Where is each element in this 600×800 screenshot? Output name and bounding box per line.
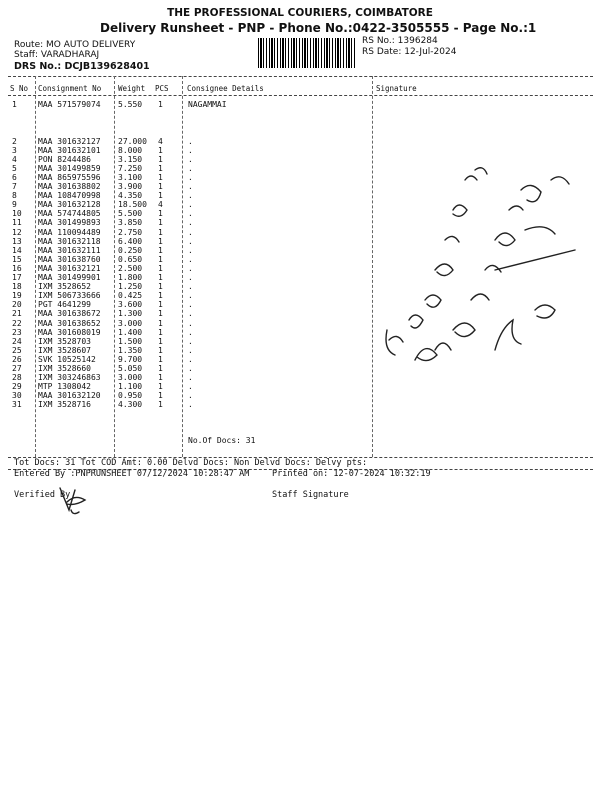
row-weight: 8.000 bbox=[118, 145, 143, 155]
row-weight: 3.900 bbox=[118, 182, 143, 191]
row-sno: 6 bbox=[12, 172, 17, 182]
row-consignment: IXM 506733666 bbox=[38, 291, 101, 301]
row-consignee: . bbox=[188, 373, 193, 383]
row-pcs: 1 bbox=[158, 354, 163, 364]
row-sno: 25 bbox=[12, 345, 22, 355]
row-consignment: MAA 301638672 bbox=[38, 309, 101, 319]
row-pcs: 1 bbox=[158, 300, 163, 310]
row-pcs: 1 bbox=[158, 227, 163, 237]
row-pcs: 1 bbox=[158, 400, 163, 410]
row-pcs: 1 bbox=[158, 391, 163, 401]
row-consignee: . bbox=[188, 282, 193, 292]
row-pcs: 1 bbox=[158, 172, 163, 182]
row-consignment: MAA 865975596 bbox=[38, 172, 101, 182]
row-consignment: MAA 301499901 bbox=[38, 273, 101, 282]
row-pcs: 1 bbox=[158, 382, 163, 392]
table-top-rule bbox=[8, 76, 593, 77]
row-consignee: . bbox=[188, 191, 193, 201]
row-consignee: . bbox=[188, 400, 193, 410]
row-sno: 23 bbox=[12, 327, 22, 337]
row-pcs: 1 bbox=[158, 336, 163, 346]
row-consignee: . bbox=[188, 300, 193, 310]
staff-signature-label: Staff Signature bbox=[272, 490, 349, 500]
row-1-pcs: 1 bbox=[158, 100, 163, 109]
col-divider bbox=[372, 76, 373, 457]
row-sno: 20 bbox=[12, 300, 22, 310]
row-weight: 4.350 bbox=[118, 191, 143, 201]
row-weight: 2.500 bbox=[118, 263, 143, 273]
row-sno: 27 bbox=[12, 364, 22, 373]
row-consignment: MAA 301632111 bbox=[38, 245, 101, 255]
row-1-consignee: NAGAMMAI bbox=[188, 100, 227, 109]
row-1-sno: 1 bbox=[12, 100, 17, 109]
row-pcs: 4 bbox=[158, 200, 163, 210]
row-consignee: . bbox=[188, 382, 193, 392]
row-sno: 19 bbox=[12, 291, 22, 301]
row-consignment: MAA 108470998 bbox=[38, 191, 101, 201]
row-sno: 4 bbox=[12, 154, 17, 164]
row-sno: 24 bbox=[12, 336, 22, 346]
drs-number: DRS No.: DCJB139628401 bbox=[14, 61, 150, 72]
row-consignment: IXM 3528703 bbox=[38, 336, 91, 346]
row-weight: 1.300 bbox=[118, 309, 143, 319]
row-consignee: . bbox=[188, 182, 193, 191]
row-pcs: 1 bbox=[158, 191, 163, 201]
row-sno: 3 bbox=[12, 145, 17, 155]
row-consignment: MAA 301632127 bbox=[38, 136, 101, 146]
header-sno: S No bbox=[10, 84, 29, 93]
row-weight: 1.800 bbox=[118, 273, 143, 282]
row-weight: 3.600 bbox=[118, 300, 143, 310]
route-label: Route: MO AUTO DELIVERY bbox=[14, 40, 136, 50]
row-weight: 1.500 bbox=[118, 336, 143, 346]
row-weight: 0.425 bbox=[118, 291, 143, 301]
row-consignment: PGT 4641299 bbox=[38, 300, 91, 310]
row-consignment: IXM 3528652 bbox=[38, 282, 91, 292]
row-consignment: PON 8244486 bbox=[38, 154, 91, 164]
row-sno: 12 bbox=[12, 227, 22, 237]
row-consignment: IXM 3528660 bbox=[38, 364, 91, 373]
row-sno: 30 bbox=[12, 391, 22, 401]
row-consignment: IXM 3528716 bbox=[38, 400, 91, 410]
row-sno: 9 bbox=[12, 200, 17, 210]
row-consignee: . bbox=[188, 263, 193, 273]
row-consignee: . bbox=[188, 236, 193, 246]
row-consignee: . bbox=[188, 154, 193, 164]
rs-date: RS Date: 12-Jul-2024 bbox=[362, 47, 457, 57]
row-consignment: MAA 301499859 bbox=[38, 163, 101, 173]
row-sno: 21 bbox=[12, 309, 22, 319]
row-consignee: . bbox=[188, 218, 193, 228]
row-consignment: MAA 301638760 bbox=[38, 254, 101, 264]
row-consignment: MAA 301499893 bbox=[38, 218, 101, 228]
row-sno: 15 bbox=[12, 254, 22, 264]
header-signature: Signature bbox=[376, 84, 417, 93]
row-consignee: . bbox=[188, 200, 193, 210]
row-consignment: MAA 301638652 bbox=[38, 318, 101, 328]
row-sno: 10 bbox=[12, 209, 22, 219]
company-title: THE PROFESSIONAL COURIERS, COIMBATORE bbox=[167, 7, 433, 19]
row-consignee: . bbox=[188, 209, 193, 219]
row-weight: 3.100 bbox=[118, 172, 143, 182]
row-pcs: 1 bbox=[158, 282, 163, 292]
row-weight: 7.250 bbox=[118, 163, 143, 173]
row-pcs: 1 bbox=[158, 263, 163, 273]
row-consignee: . bbox=[188, 136, 193, 146]
row-weight: 1.400 bbox=[118, 327, 143, 337]
no-of-docs: No.Of Docs: 31 bbox=[188, 436, 256, 445]
row-weight: 1.100 bbox=[118, 382, 143, 392]
staff-label: Staff: VARADHARAJ bbox=[14, 50, 100, 60]
row-consignee: . bbox=[188, 309, 193, 319]
row-consignee: . bbox=[188, 336, 193, 346]
row-sno: 17 bbox=[12, 273, 22, 282]
row-sno: 14 bbox=[12, 245, 22, 255]
rs-number: RS No.: 1396284 bbox=[362, 36, 438, 46]
row-sno: 16 bbox=[12, 263, 22, 273]
row-weight: 3.000 bbox=[118, 373, 143, 383]
entered-by: Entered By :PNPRUNSHEET 07/12/2024 10:28:47 AM bbox=[14, 469, 250, 479]
row-pcs: 1 bbox=[158, 145, 163, 155]
row-sno: 11 bbox=[12, 218, 22, 228]
row-sno: 13 bbox=[12, 236, 22, 246]
totals-line: Tot Docs: 31 Tot COD Amt: 0.00 Delvd Docs: Non Delvd Docs: Delvy pts: bbox=[14, 458, 368, 468]
printed-on: Printed on: 12-07-2024 10:32:19 bbox=[272, 469, 431, 479]
row-weight: 6.400 bbox=[118, 236, 143, 246]
row-weight: 0.650 bbox=[118, 254, 143, 264]
row-pcs: 1 bbox=[158, 218, 163, 228]
row-weight: 0.250 bbox=[118, 245, 143, 255]
row-consignee: . bbox=[188, 354, 193, 364]
row-sno: 8 bbox=[12, 191, 17, 201]
row-weight: 1.250 bbox=[118, 282, 143, 292]
row-weight: 3.150 bbox=[118, 154, 143, 164]
runsheet-subtitle: Delivery Runsheet - PNP - Phone No.:0422-3505555 - Page No.:1 bbox=[100, 21, 537, 35]
row-weight: 1.350 bbox=[118, 345, 143, 355]
row-pcs: 1 bbox=[158, 327, 163, 337]
row-consignee: . bbox=[188, 273, 193, 282]
row-consignee: . bbox=[188, 245, 193, 255]
row-consignee: . bbox=[188, 364, 193, 373]
row-weight: 9.700 bbox=[118, 354, 143, 364]
row-1-consignment: MAA 571579074 bbox=[38, 100, 101, 109]
row-pcs: 1 bbox=[158, 309, 163, 319]
col-divider bbox=[114, 76, 115, 457]
barcode-icon bbox=[258, 38, 355, 68]
row-pcs: 1 bbox=[158, 345, 163, 355]
row-consignment: MAA 574744805 bbox=[38, 209, 101, 219]
header-consignment: Consignment No bbox=[38, 84, 102, 93]
row-pcs: 1 bbox=[158, 209, 163, 219]
row-weight: 27.000 bbox=[118, 136, 147, 146]
row-pcs: 1 bbox=[158, 364, 163, 373]
row-pcs: 1 bbox=[158, 273, 163, 282]
row-weight: 2.750 bbox=[118, 227, 143, 237]
row-consignment: MAA 110094489 bbox=[38, 227, 101, 237]
row-pcs: 1 bbox=[158, 318, 163, 328]
row-consignment: MAA 301632121 bbox=[38, 263, 101, 273]
row-sno: 2 bbox=[12, 136, 17, 146]
row-consignment: MAA 301608019 bbox=[38, 327, 101, 337]
row-sno: 29 bbox=[12, 382, 22, 392]
row-pcs: 1 bbox=[158, 236, 163, 246]
row-sno: 26 bbox=[12, 354, 22, 364]
row-consignee: . bbox=[188, 318, 193, 328]
row-1-weight: 5.550 bbox=[118, 100, 143, 109]
row-consignment: MTP 1308042 bbox=[38, 382, 91, 392]
col-divider bbox=[35, 76, 36, 457]
row-sno: 7 bbox=[12, 182, 17, 191]
header-pcs: PCS bbox=[155, 84, 169, 93]
verified-by-label: Verified By bbox=[14, 490, 71, 500]
header-weight: Weight bbox=[118, 84, 146, 93]
consignee-signature-icon bbox=[375, 150, 585, 380]
row-consignee: . bbox=[188, 145, 193, 155]
row-consignment: IXM 303246863 bbox=[38, 373, 101, 383]
row-weight: 18.500 bbox=[118, 200, 147, 210]
row-consignee: . bbox=[188, 391, 193, 401]
row-consignment: IXM 3528607 bbox=[38, 345, 91, 355]
row-pcs: 1 bbox=[158, 254, 163, 264]
header-consignee: Consignee Details bbox=[187, 84, 264, 93]
row-consignee: . bbox=[188, 172, 193, 182]
row-sno: 22 bbox=[12, 318, 22, 328]
row-weight: 3.000 bbox=[118, 318, 143, 328]
row-consignment: MAA 301632118 bbox=[38, 236, 101, 246]
row-consignee: . bbox=[188, 227, 193, 237]
row-consignee: . bbox=[188, 254, 193, 264]
row-weight: 5.500 bbox=[118, 209, 143, 219]
row-pcs: 1 bbox=[158, 291, 163, 301]
row-sno: 5 bbox=[12, 163, 17, 173]
verified-signature-icon bbox=[55, 480, 95, 520]
row-pcs: 1 bbox=[158, 245, 163, 255]
row-pcs: 1 bbox=[158, 154, 163, 164]
row-sno: 31 bbox=[12, 400, 22, 410]
row-weight: 4.300 bbox=[118, 400, 143, 410]
row-pcs: 4 bbox=[158, 136, 163, 146]
row-consignment: MAA 301638802 bbox=[38, 182, 101, 191]
row-consignee: . bbox=[188, 327, 193, 337]
row-weight: 5.050 bbox=[118, 364, 143, 373]
row-consignment: MAA 301632101 bbox=[38, 145, 101, 155]
row-consignment: SVK 10525142 bbox=[38, 354, 96, 364]
row-consignment: MAA 301632120 bbox=[38, 391, 101, 401]
col-divider bbox=[182, 76, 183, 457]
row-pcs: 1 bbox=[158, 163, 163, 173]
row-consignment: MAA 301632128 bbox=[38, 200, 101, 210]
row-consignee: . bbox=[188, 163, 193, 173]
row-pcs: 1 bbox=[158, 182, 163, 191]
row-weight: 0.950 bbox=[118, 391, 143, 401]
table-header-rule bbox=[8, 95, 593, 96]
row-pcs: 1 bbox=[158, 373, 163, 383]
row-consignee: . bbox=[188, 345, 193, 355]
row-consignee: . bbox=[188, 291, 193, 301]
row-weight: 3.850 bbox=[118, 218, 143, 228]
row-sno: 28 bbox=[12, 373, 22, 383]
row-sno: 18 bbox=[12, 282, 22, 292]
